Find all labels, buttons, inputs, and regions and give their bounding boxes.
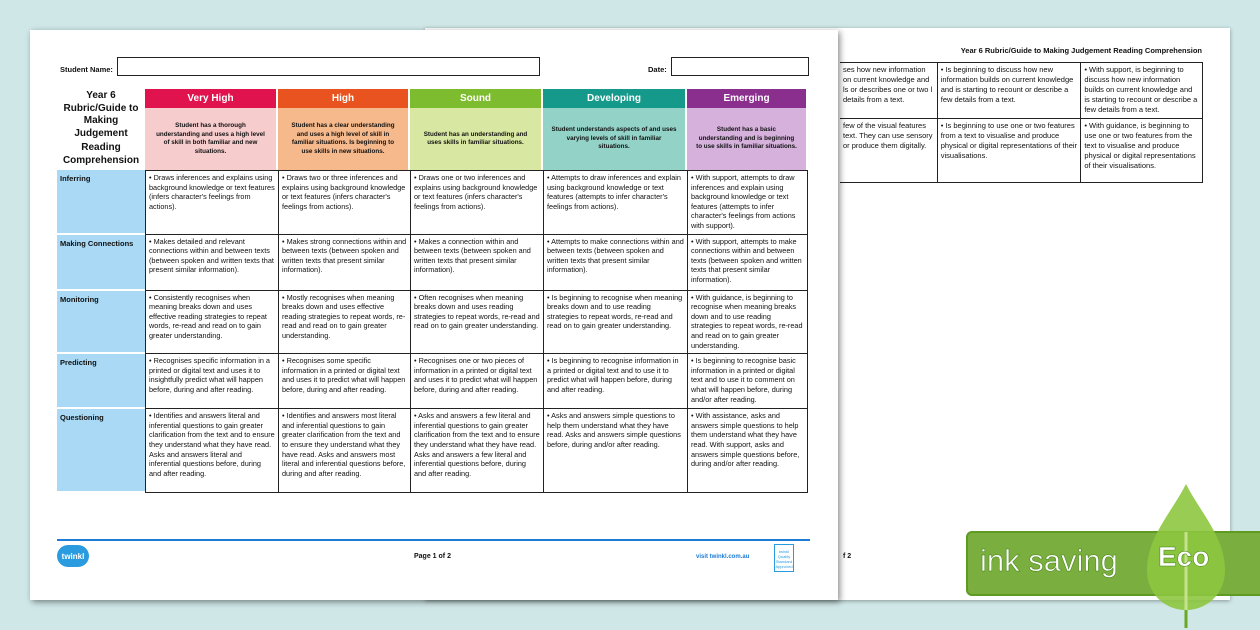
- back-page-title: Year 6 Rubric/Guide to Making Judgement Reading Comprehension: [960, 46, 1202, 55]
- row-label-predicting: Predicting: [57, 354, 145, 409]
- rubric-cell: • Is beginning to recognise information in a printed or digital text and to use it to predict what will happen before, during and after reading.: [543, 354, 687, 409]
- rubric-cell: • Identifies and answers most literal and inferential questions to gain greater clarification from the text and to ensure they understand what they have read. Asks and answers most literal and inferential questions before, during and after reading.: [278, 409, 410, 493]
- rubric-cell: • Attempts to make connections within and between texts (between spoken and written texts that present similar information).: [543, 235, 687, 291]
- back-rubric-table: [840, 62, 1203, 183]
- rubric-cell: • Recognises one or two pieces of information in a printed or digital text and uses it to predict what will happen before, during and after reading.: [410, 354, 543, 409]
- level-description: Student has a clear understanding and uses a high level of skill in familiar situations. Is beginning to use skills in new situations.: [278, 108, 408, 170]
- title-rubric: Rubric/Guide to Making Judgement: [63, 102, 139, 139]
- title-year: Year 6: [86, 90, 116, 101]
- back-table-row: [840, 63, 1202, 118]
- twinkl-logo: twinkl: [57, 545, 89, 567]
- level-description: Student understands aspects of and uses varying levels of skill in familiar situations.: [543, 108, 685, 170]
- level-description: Student has a basic understanding and is beginning to use skills in familiar situations.: [687, 108, 806, 170]
- visit-link: visit twinkl.com.au: [696, 554, 750, 560]
- row-label-monitoring: Monitoring: [57, 291, 145, 355]
- student-name-field: [117, 57, 540, 76]
- date-label: Date:: [648, 65, 667, 74]
- level-description: Student has an understanding and uses skills in familiar situations.: [410, 108, 541, 170]
- rubric-cell: • Draws one or two inferences and explains using background knowledge or text features (infers character's feelings from actions).: [410, 170, 543, 235]
- rubric-cell: • Often recognises when meaning breaks down and uses reading strategies to repeat words, re-read and read on to gain greater understanding.: [410, 291, 543, 355]
- back-table-row: [840, 118, 1202, 182]
- rubric-cell: • Is beginning to recognise basic information in a printed or digital text and to use it to comment on what will happen before, during and/or after reading.: [687, 354, 808, 409]
- date-field: [671, 57, 809, 76]
- front-page-preview[interactable]: [30, 30, 838, 600]
- row-label-making-connections: Making Connections: [57, 235, 145, 291]
- rubric-cell: • With guidance, is beginning to recognise when meaning breaks down and to use reading strategies to repeat words, re-read and read on to gain greater understanding.: [687, 291, 808, 355]
- back-rubric-cell: • Is beginning to discuss how new information builds on current knowledge and is starting to recount or describe a few details from a text.: [937, 63, 1081, 118]
- rubric-cell: • Attempts to draw inferences and explain using background knowledge or text features (attempts to infer character's feelings from actions).: [543, 170, 687, 235]
- level-header-sound: Sound: [410, 89, 541, 108]
- title-subject: Reading Comprehension: [62, 142, 140, 166]
- back-rubric-cell: • With support, is beginning to discuss how new information builds on current knowledge and is starting to recount or describe a few details from a text.: [1080, 63, 1202, 118]
- page-number: Page 1 of 2: [414, 553, 451, 560]
- level-header-high: High: [278, 89, 408, 108]
- level-description: Student has a thorough understanding and uses a high level of skill in both familiar and new situations.: [145, 108, 276, 170]
- rubric-cell: • Asks and answers a few literal and inferential questions to gain greater clarification from the text and to ensure they understand what they have read. Asks and answers a few literal and inferential questions before, during and after reading.: [410, 409, 543, 493]
- row-label-inferring: Inferring: [57, 170, 145, 235]
- level-header-emerging: Emerging: [687, 89, 806, 108]
- eco-label: Eco: [1158, 541, 1210, 572]
- rubric-cell: • Draws inferences and explains using background knowledge or text features (infers character's feelings from actions).: [145, 170, 278, 235]
- back-rubric-cell: • With guidance, is beginning to use one or two features from the text to visualise and produce physical or digital representations of their visualisations.: [1080, 119, 1202, 182]
- rubric-table: [57, 89, 808, 493]
- footer-divider: [57, 539, 810, 541]
- rubric-cell: • Asks and answers simple questions to help them understand what they have read. Asks and answers simple questions before, during and/or after reading.: [543, 409, 687, 493]
- rubric-cell: • Mostly recognises when meaning breaks down and uses effective reading strategies to repeat words, re-read and read on to gain greater understanding.: [278, 291, 410, 355]
- rubric-cell: • Consistently recognises when meaning breaks down and uses effective reading strategies to repeat words, re-read and read on to gain greater understanding.: [145, 291, 278, 355]
- row-label-questioning: Questioning: [57, 409, 145, 493]
- rubric-cell: • Recognises some specific information in a printed or digital text and uses it to predict what will happen before, during and after reading.: [278, 354, 410, 409]
- back-rubric-cell: • Is beginning to use one or two features from a text to visualise and produce physical or digital representations of their visualisations.: [937, 119, 1081, 182]
- back-page-number: f 2: [843, 553, 852, 560]
- rubric-cell: • With assistance, asks and answers simple questions to help them understand what they have read. With support, asks and answers simple questions before, during and/or after reading.: [687, 409, 808, 493]
- rubric-cell: • Makes detailed and relevant connections within and between texts (between spoken and written texts that present similar information).: [145, 235, 278, 291]
- rubric-cell: • Identifies and answers literal and inferential questions to gain greater clarification from the text and to ensure they understand what they have read. Asks and answers literal and inferential questions before, during and after reading.: [145, 409, 278, 493]
- rubric-cell: • Recognises specific information in a printed or digital text and uses it to insightfully predict what will happen before, during and after reading.: [145, 354, 278, 409]
- rubric-cell: • With support, attempts to make connections within and between texts (between spoken and written texts that present similar information).: [687, 235, 808, 291]
- level-header-developing: Developing: [543, 89, 685, 108]
- student-name-label: Student Name:: [60, 65, 113, 74]
- back-rubric-cell: ses how new information on current knowledge and ls or describes one or two l details from a text.: [843, 65, 933, 104]
- level-header-very-high: Very High: [145, 89, 276, 108]
- back-rubric-cell: few of the visual features text. They can use sensory or produce them digitally.: [843, 121, 933, 150]
- rubric-cell: • Makes a connection within and between texts (between spoken and written texts that present similar information).: [410, 235, 543, 291]
- rubric-cell: • Makes strong connections within and between texts (between spoken and written texts that present similar information).: [278, 235, 410, 291]
- document-title: [57, 90, 145, 167]
- rubric-cell: • Draws two or three inferences and explains using background knowledge or text features (infers character's feelings from actions).: [278, 170, 410, 235]
- rubric-cell: • With support, attempts to draw inferences and explain using background knowledge or text features (attempts to infer character's feelings from actions with support).: [687, 170, 808, 235]
- rubric-cell: • Is beginning to recognise when meaning breaks down and to use reading strategies to repeat words, re-read and read on to gain greater understanding.: [543, 291, 687, 355]
- quality-badge-icon: twinkl Quality Standard Approved: [774, 544, 794, 572]
- ink-saving-label: ink saving: [980, 543, 1118, 578]
